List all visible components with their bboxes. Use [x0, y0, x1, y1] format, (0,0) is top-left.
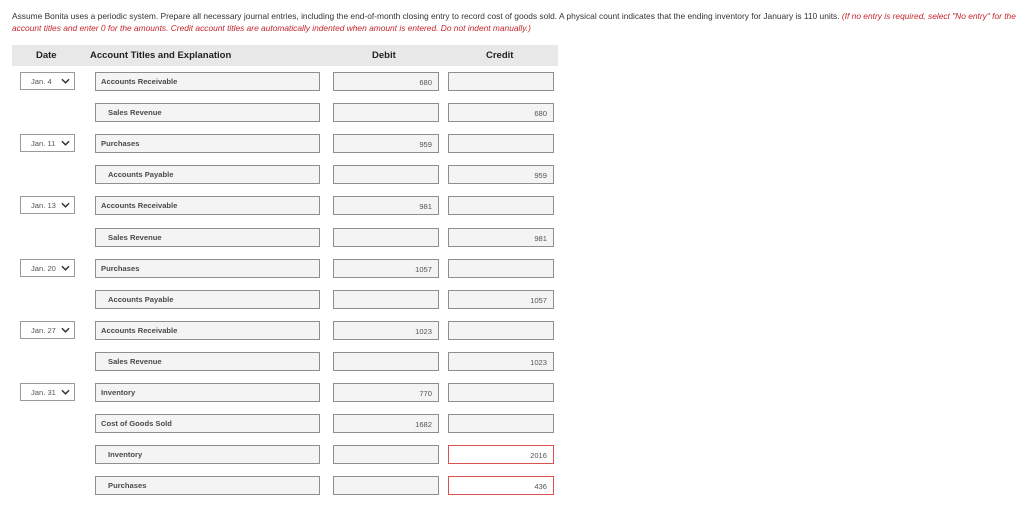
date-select[interactable] [20, 134, 75, 152]
date-select-value: Jan. 13 [31, 201, 56, 210]
date-select-value: Jan. 4 [31, 77, 52, 86]
account-title-field[interactable] [95, 352, 320, 371]
credit-amount-field[interactable] [448, 476, 554, 495]
debit-amount-value: 680 [419, 78, 432, 87]
journal-row [0, 103, 1024, 123]
journal-table-header [12, 45, 558, 66]
account-title-value: Inventory [101, 388, 136, 397]
credit-amount-field[interactable] [448, 445, 554, 464]
account-title-field[interactable] [95, 414, 320, 433]
account-title-field[interactable] [95, 228, 320, 247]
debit-amount-field[interactable] [333, 134, 439, 153]
journal-row [0, 476, 1024, 496]
date-select-value: Jan. 11 [31, 139, 56, 148]
journal-row [0, 228, 1024, 248]
instructions-note: (If no entry is required, select "No entry" for the account titles and enter 0 for the amounts. Credit account titles are automatically indented when amount is entered. Do not indent manually.) [12, 11, 1016, 33]
debit-amount-field[interactable] [333, 103, 439, 122]
credit-amount-field[interactable] [448, 103, 554, 122]
date-select[interactable] [20, 72, 75, 90]
chevron-down-icon [61, 139, 70, 147]
account-title-value: Purchases [101, 264, 140, 273]
account-title-field[interactable] [95, 134, 320, 153]
debit-amount-field[interactable] [333, 259, 439, 278]
chevron-down-icon [61, 201, 70, 209]
account-title-value: Sales Revenue [108, 357, 162, 366]
credit-amount-value: 959 [534, 171, 547, 180]
debit-amount-value: 981 [419, 202, 432, 211]
header-account-titles: Account Titles and Explanation [90, 50, 232, 61]
debit-amount-value: 1682 [415, 420, 432, 429]
journal-row [0, 290, 1024, 310]
debit-amount-value: 770 [419, 389, 432, 398]
credit-amount-field[interactable] [448, 290, 554, 309]
debit-amount-field[interactable] [333, 72, 439, 91]
account-title-field[interactable] [95, 165, 320, 184]
account-title-value: Accounts Receivable [101, 326, 178, 335]
credit-amount-field[interactable] [448, 134, 554, 153]
credit-amount-field[interactable] [448, 414, 554, 433]
account-title-value: Inventory [108, 450, 143, 459]
journal-row [0, 72, 1024, 92]
journal-row [0, 165, 1024, 185]
account-title-field[interactable] [95, 476, 320, 495]
debit-amount-field[interactable] [333, 165, 439, 184]
account-title-value: Sales Revenue [108, 233, 162, 242]
credit-amount-field[interactable] [448, 383, 554, 402]
credit-amount-value: 1023 [530, 358, 547, 367]
account-title-field[interactable] [95, 103, 320, 122]
credit-amount-field[interactable] [448, 196, 554, 215]
account-title-field[interactable] [95, 72, 320, 91]
date-select[interactable] [20, 196, 75, 214]
credit-amount-value: 1057 [530, 296, 547, 305]
credit-amount-value: 436 [534, 482, 547, 491]
credit-amount-value: 2016 [530, 451, 547, 460]
account-title-value: Purchases [101, 139, 140, 148]
credit-amount-value: 981 [534, 234, 547, 243]
header-date: Date [36, 50, 57, 61]
debit-amount-field[interactable] [333, 228, 439, 247]
account-title-value: Accounts Receivable [101, 77, 178, 86]
journal-row [0, 352, 1024, 372]
account-title-value: Accounts Receivable [101, 201, 178, 210]
account-title-field[interactable] [95, 445, 320, 464]
date-select-value: Jan. 20 [31, 264, 56, 273]
account-title-field[interactable] [95, 196, 320, 215]
debit-amount-value: 1057 [415, 265, 432, 274]
account-title-value: Accounts Payable [108, 170, 174, 179]
account-title-value: Sales Revenue [108, 108, 162, 117]
credit-amount-value: 680 [534, 109, 547, 118]
debit-amount-field[interactable] [333, 321, 439, 340]
debit-amount-field[interactable] [333, 383, 439, 402]
credit-amount-field[interactable] [448, 259, 554, 278]
debit-amount-field[interactable] [333, 352, 439, 371]
header-credit: Credit [486, 50, 514, 61]
journal-row [0, 196, 1024, 216]
journal-row [0, 321, 1024, 341]
date-select-value: Jan. 27 [31, 326, 56, 335]
instructions-main: Assume Bonita uses a periodic system. Prepare all necessary journal entries, including the end-of-month closing entry to record cost of goods sold. A physical count indicates that the ending inventory for January is 110 units. [12, 11, 840, 21]
debit-amount-field[interactable] [333, 414, 439, 433]
debit-amount-field[interactable] [333, 476, 439, 495]
credit-amount-field[interactable] [448, 72, 554, 91]
credit-amount-field[interactable] [448, 352, 554, 371]
instructions [12, 10, 1016, 34]
account-title-field[interactable] [95, 259, 320, 278]
account-title-field[interactable] [95, 383, 320, 402]
date-select[interactable] [20, 383, 75, 401]
chevron-down-icon [61, 77, 70, 85]
credit-amount-field[interactable] [448, 321, 554, 340]
debit-amount-field[interactable] [333, 445, 439, 464]
date-select-value: Jan. 31 [31, 388, 56, 397]
credit-amount-field[interactable] [448, 228, 554, 247]
journal-row [0, 383, 1024, 403]
chevron-down-icon [61, 264, 70, 272]
debit-amount-value: 1023 [415, 327, 432, 336]
date-select[interactable] [20, 259, 75, 277]
date-select[interactable] [20, 321, 75, 339]
journal-row [0, 134, 1024, 154]
journal-row [0, 259, 1024, 279]
header-debit: Debit [372, 50, 396, 61]
debit-amount-value: 959 [419, 140, 432, 149]
debit-amount-field[interactable] [333, 196, 439, 215]
debit-amount-field[interactable] [333, 290, 439, 309]
account-title-value: Purchases [108, 481, 147, 490]
journal-row [0, 445, 1024, 465]
account-title-value: Cost of Goods Sold [101, 419, 172, 428]
account-title-field[interactable] [95, 290, 320, 309]
chevron-down-icon [61, 388, 70, 396]
account-title-field[interactable] [95, 321, 320, 340]
chevron-down-icon [61, 326, 70, 334]
journal-row [0, 414, 1024, 434]
account-title-value: Accounts Payable [108, 295, 174, 304]
credit-amount-field[interactable] [448, 165, 554, 184]
